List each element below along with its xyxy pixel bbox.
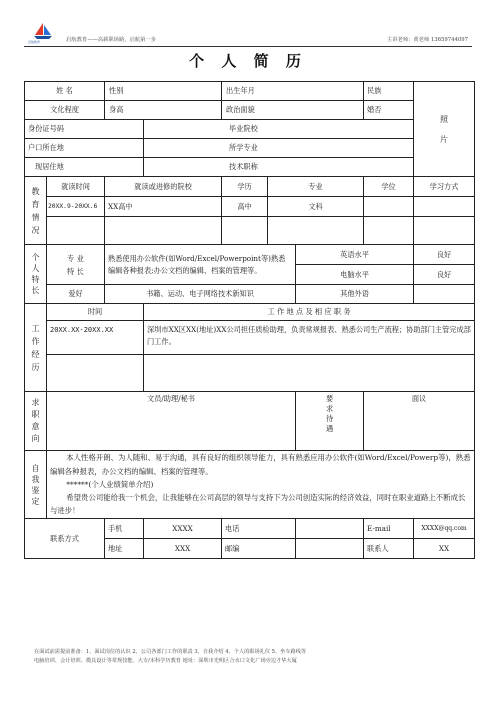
work-empty: [144, 355, 475, 392]
label-residence: 现居住地: [25, 158, 144, 177]
work-time: 20XX.XX-20XX.XX: [47, 321, 144, 355]
hobby-text: 书籍、运动、电子网络技术新知识: [105, 285, 296, 304]
self-p2: ******(个人业绩简单介绍): [66, 479, 154, 489]
section-self: 自 我 鉴 定: [25, 451, 47, 519]
logo-text: 启航教育: [28, 40, 41, 44]
edu-degree: 高中: [222, 197, 268, 217]
specialty-text: 熟悉使用办公软件(如Word/Excel/Powerpoint等)熟悉编辑各种报表;办公文档的编辑、档案的管理等。: [105, 245, 296, 285]
english-level: 良好: [414, 245, 475, 265]
label-other-lang: 其他外语: [296, 285, 414, 304]
edu-empty: [364, 217, 414, 245]
footer-line-2: 电脑培训、会计培训、模具设计等常规技能、大专/本科学历教育 地址：深圳市光明区合水口文化广场旁边才华大厦: [34, 658, 297, 664]
sailboat-logo-icon: [32, 22, 54, 40]
header-teacher: 主讲老师：黄老师 13659744097: [386, 37, 468, 43]
intent-position: 文员/助理/秘书: [47, 392, 296, 451]
edu-header-time: 就读时间: [47, 177, 105, 197]
section-education: 教 育 情 况: [25, 177, 47, 245]
label-title: 技术职称: [144, 158, 414, 177]
contact-tel: [296, 519, 364, 539]
label-postcode: 邮编: [222, 539, 296, 559]
edu-header-degree: 学历: [222, 177, 268, 197]
computer-level: 良好: [414, 265, 475, 285]
label-gender: 性别: [105, 82, 222, 101]
label-address: 地址: [105, 539, 144, 559]
work-empty: [47, 355, 144, 392]
self-evaluation: [47, 451, 475, 519]
edu-mode: [414, 197, 475, 217]
edu-header-mode: 学习方式: [414, 177, 475, 197]
label-ethnicity: 民族: [364, 82, 414, 101]
edu-school: XX高中: [105, 197, 222, 217]
label-tel: 电话: [222, 519, 296, 539]
edu-empty: [414, 217, 475, 245]
label-computer: 电脑水平: [296, 265, 414, 285]
label-height: 身高: [105, 101, 222, 120]
edu-time: 20XX.9-20XX.6: [47, 197, 105, 217]
contact-email: XXXX@qq.com: [414, 519, 475, 539]
footer-line-1: 在面试前需提前准备：1、面试岗位的认识 2、公司各部门工作的职责 3、自我介绍 4、个人的职场礼仪 5、坐车路线等: [34, 649, 307, 655]
contact-postcode: [296, 539, 364, 559]
contact-phone: XXXX: [144, 519, 222, 539]
label-major: 所学专业: [144, 139, 414, 158]
label-marriage: 婚否: [364, 101, 414, 120]
section-skills: 个 人 特 长: [25, 245, 47, 304]
contact-address: XXX: [144, 539, 222, 559]
label-english: 英语水平: [296, 245, 414, 265]
label-name: 姓 名: [25, 82, 105, 101]
section-intent: 求 职 意 向: [25, 392, 47, 451]
label-education: 文化程度: [25, 101, 105, 120]
edu-empty: [268, 217, 364, 245]
section-contact: 联系方式: [25, 519, 105, 559]
label-salary: 要 求 待 遇: [296, 392, 364, 451]
label-email: E-mail: [364, 519, 414, 539]
label-politics: 政治面貌: [222, 101, 364, 120]
edu-major: 文科: [268, 197, 364, 217]
edu-empty: [105, 217, 222, 245]
label-id: 身份证号码: [25, 120, 144, 139]
photo-box: 照 片: [414, 82, 475, 177]
self-p1: 本人性格开朗、为人随和、易于沟通，具有良好的组织领导能力，具有熟悉应用办公软件(如Word/Excel/Powerp等)，熟悉编辑各种报表，办公文档的编辑、档案的管理等。: [50, 453, 471, 476]
edu-empty: [222, 217, 268, 245]
work-desc: 深圳市XX区XX(地址)XX公司担任质检助理，负责常规报表、熟悉公司生产流程；协助部门主管完成部门工作。: [144, 321, 475, 355]
intent-salary: 面议: [364, 392, 475, 451]
header-slogan: 启航教育——高薪职场路，启航第一步: [66, 37, 157, 43]
edu-header-school: 就读或进修的院校: [105, 177, 222, 197]
label-phone: 手机: [105, 519, 144, 539]
edu-empty: [47, 217, 105, 245]
edu-header-major: 专业: [268, 177, 364, 197]
label-birth: 出生年月: [222, 82, 364, 101]
resume-table: [24, 81, 475, 559]
page-header: [24, 28, 472, 46]
other-lang-value: [414, 285, 475, 304]
header-divider: [24, 46, 472, 47]
contact-person: XX: [414, 539, 475, 559]
work-header-place: 工 作 地 点 及 相 应 职 务: [144, 304, 475, 321]
self-p3: 希望贵公司能给我一个机会，让我能够在公司高层的领导与支持下为公司创造实际的经济效益，同时在职业道路上不断成长与进步！: [50, 493, 466, 516]
label-hukou: 户口所在地: [25, 139, 144, 158]
edu-header-title: 学位: [364, 177, 414, 197]
edu-title: [364, 197, 414, 217]
label-specialty: 专 业 特 长: [47, 245, 105, 285]
label-contact-person: 联系人: [364, 539, 414, 559]
page-title: 个 人 简 历: [189, 52, 307, 70]
work-header-time: 时间: [47, 304, 144, 321]
label-school: 毕业院校: [144, 120, 414, 139]
section-work: 工 作 经 历: [25, 304, 47, 392]
label-hobby: 爱好: [47, 285, 105, 304]
